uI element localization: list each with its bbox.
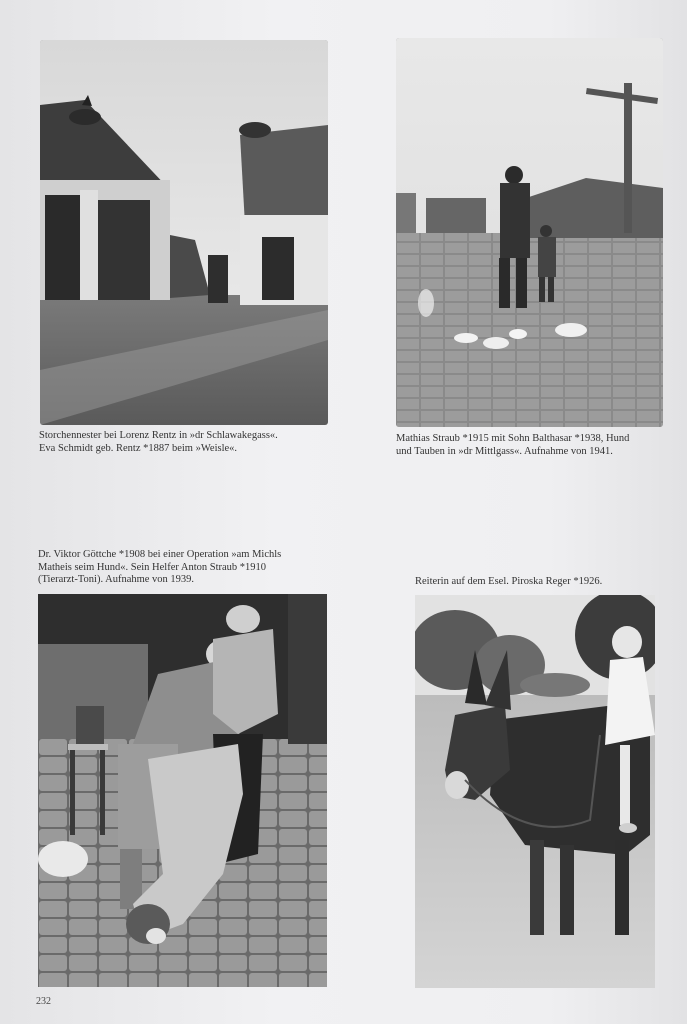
caption-line: Reiterin auf dem Esel. Piroska Reger *1926. bbox=[415, 576, 603, 587]
caption-line: Matheis seim Hund«. Sein Helfer Anton Straub *1910 bbox=[38, 561, 267, 573]
caption-line: Storchennester bei Lorenz Rentz in »dr Schlawakegass«. bbox=[39, 430, 278, 441]
photo-storks-nests-image bbox=[40, 40, 328, 425]
photo-dog-operation bbox=[38, 594, 327, 987]
photo-straub-pigeons-image bbox=[396, 38, 663, 427]
caption-dog-operation bbox=[38, 549, 281, 587]
caption-line: Dr. Viktor Göttche *1908 bei einer Operation »am Michls bbox=[38, 549, 282, 560]
caption-line: und Tauben in »dr Mittlgass«. Aufnahme von 1941. bbox=[396, 445, 613, 457]
page-number: 232 bbox=[36, 996, 51, 1007]
photo-dog-operation-image bbox=[38, 594, 327, 987]
photo-storks-nests bbox=[40, 40, 328, 425]
caption-line: Eva Schmidt geb. Rentz *1887 beim »Weisle«. bbox=[39, 442, 238, 454]
caption-storks-nests bbox=[39, 430, 278, 455]
caption-line: Mathias Straub *1915 mit Sohn Balthasar *1938, Hund bbox=[396, 433, 630, 444]
caption-straub-pigeons bbox=[396, 433, 664, 458]
caption-line: (Tierarzt-Toni). Aufnahme von 1939. bbox=[38, 574, 195, 585]
caption-donkey-rider bbox=[415, 576, 602, 589]
photo-donkey-rider-image bbox=[415, 595, 655, 988]
photo-donkey-rider bbox=[415, 595, 655, 988]
photo-straub-pigeons bbox=[396, 38, 663, 427]
